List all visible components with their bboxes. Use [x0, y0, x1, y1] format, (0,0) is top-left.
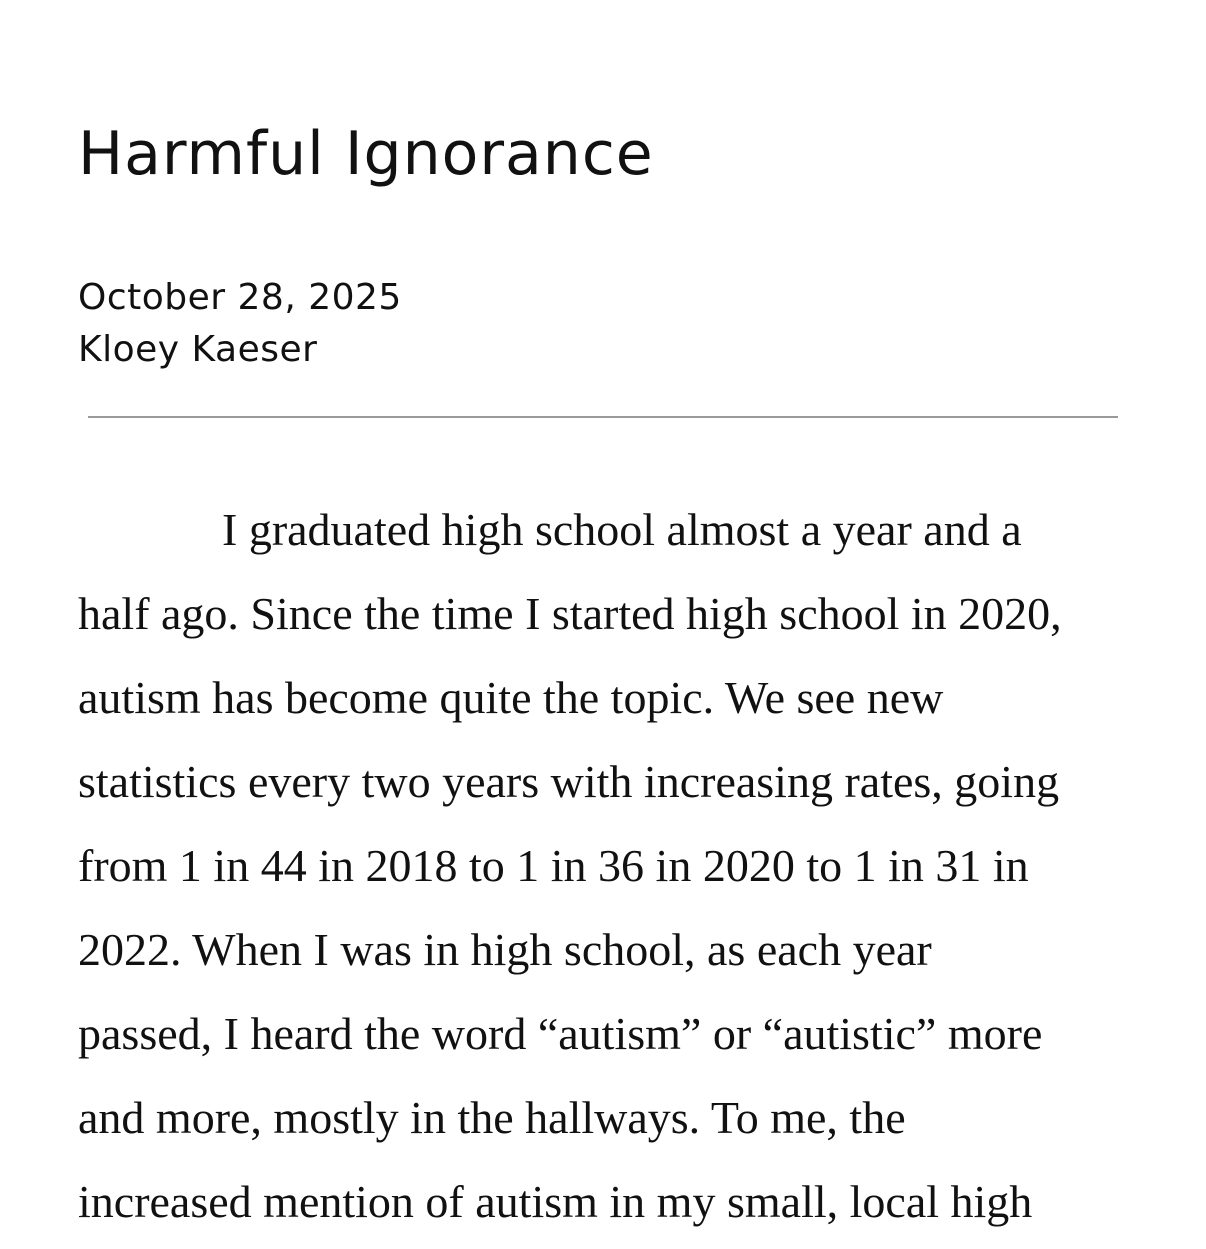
article-meta: [78, 272, 402, 376]
body-line: passed, I heard the word “autism” or “autistic” more: [78, 1008, 1043, 1059]
body-line: from 1 in 44 in 2018 to 1 in 36 in 2020 to 1 in 31 in: [78, 840, 1029, 891]
body-line: statistics every two years with increasing rates, going: [78, 756, 1060, 807]
publish-date: October 28, 2025: [78, 277, 402, 318]
body-line: 2022. When I was in high school, as each year: [78, 924, 932, 975]
article-body: [78, 488, 1123, 1244]
body-line: and more, mostly in the hallways. To me, the: [78, 1092, 906, 1143]
body-line: I graduated high school almost a year and a: [222, 504, 1022, 555]
body-line: increased mention of autism in my small, local high: [78, 1176, 1033, 1227]
article-title: Harmful Ignorance: [78, 119, 654, 189]
body-line: autism has become quite the topic. We see new: [78, 672, 944, 723]
author-name: Kloey Kaeser: [78, 329, 318, 370]
divider: [88, 416, 1118, 418]
body-line: half ago. Since the time I started high school in 2020,: [78, 588, 1062, 639]
